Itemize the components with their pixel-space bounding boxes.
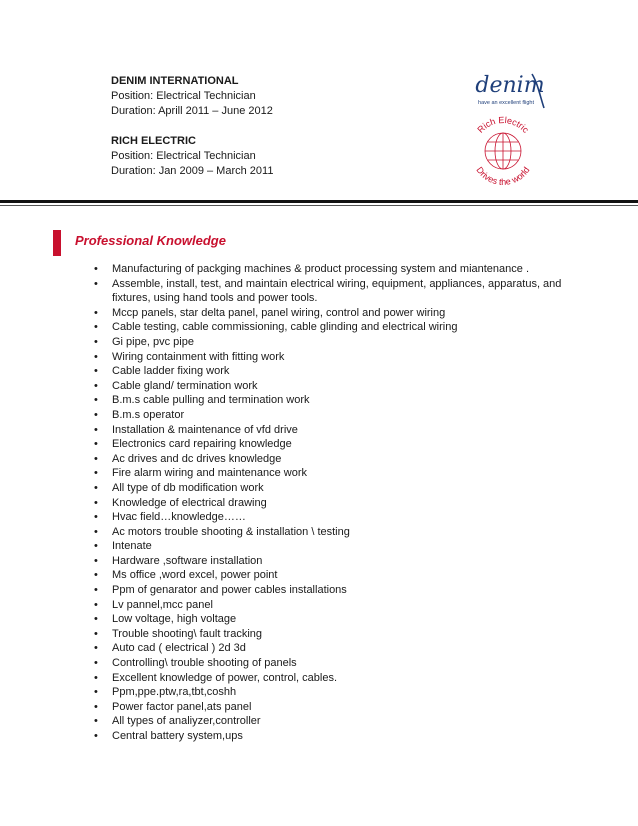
bullet-icon: • (94, 350, 98, 363)
bullet-icon: • (94, 306, 98, 319)
job-duration: Duration: Jan 2009 – March 2011 (111, 165, 274, 177)
list-item (94, 496, 574, 511)
list-item-text: Manufacturing of packging machines & product processing system and miantenance . (112, 263, 530, 275)
list-item (94, 568, 574, 583)
list-item-text: Wiring containment with fitting work (112, 350, 285, 363)
bullet-icon: • (94, 438, 98, 451)
bullet-icon: • (94, 467, 98, 480)
denim-logo-wordmark: denim (475, 73, 545, 98)
bullet-icon: • (94, 481, 98, 494)
list-item (94, 671, 574, 686)
bullet-icon: • (94, 715, 98, 728)
list-item-text: Power factor panel,ats panel (112, 700, 252, 713)
job-position: Position: Electrical Technician (111, 150, 256, 162)
list-item-text: All types of analiyzer,controller (112, 715, 261, 728)
bullet-icon: • (94, 686, 98, 699)
list-item (94, 612, 574, 627)
list-item (94, 262, 574, 277)
denim-logo (470, 68, 550, 114)
section-accent-bar (53, 230, 61, 256)
list-item-text: Knowledge of electrical drawing (112, 496, 267, 509)
bullet-icon: • (94, 408, 98, 421)
list-item-text: Excellent knowledge of power, control, cables. (112, 671, 338, 684)
job-entry-denim (111, 74, 273, 119)
list-item-text: Assemble, install, test, and maintain electrical wiring, equipment, appliances, apparatus, and fixtures, using hand tools and power tools. (112, 277, 562, 305)
list-item-text: Low voltage, high voltage (112, 613, 237, 626)
bullet-icon: • (94, 700, 98, 713)
list-item-text: Fire alarm wiring and maintenance work (112, 467, 308, 480)
bullet-icon: • (94, 554, 98, 567)
list-item (94, 277, 574, 306)
bullet-icon: • (94, 730, 98, 742)
globe-icon (485, 133, 521, 169)
bullet-icon: • (94, 671, 98, 684)
job-position: Position: Electrical Technician (111, 90, 256, 102)
list-item-text: Mccp panels, star delta panel, panel wiring, control and power wiring (112, 306, 446, 319)
list-item (94, 379, 574, 394)
list-item-text: Lv pannel,mcc panel (112, 598, 213, 611)
list-item-text: B.m.s operator (112, 408, 185, 421)
list-item-text: Ppm,ppe.ptw,ra,tbt,coshh (112, 686, 237, 699)
bullet-icon: • (94, 394, 98, 407)
list-item (94, 364, 574, 379)
bullet-icon: • (94, 657, 98, 670)
list-item-text: Installation & maintenance of vfd drive (112, 423, 298, 436)
bullet-icon: • (94, 627, 98, 640)
list-item-text: Ppm of genarator and power cables installations (112, 584, 347, 597)
bullet-icon: • (94, 613, 98, 626)
bullet-icon: • (94, 496, 98, 509)
bullet-icon: • (94, 263, 98, 275)
list-item (94, 598, 574, 613)
list-item-text: Ms office ,word excel, power point (112, 569, 278, 582)
list-item (94, 393, 574, 408)
list-item (94, 335, 574, 350)
bullet-icon: • (94, 321, 98, 334)
section-title: Professional Knowledge (75, 233, 226, 248)
list-item (94, 481, 574, 496)
list-item-text: Auto cad ( electrical ) 2d 3d (112, 642, 246, 655)
list-item (94, 350, 574, 365)
list-item (94, 583, 574, 598)
list-item-text: All type of db modification work (112, 481, 264, 494)
list-item-text: Hardware ,software installation (112, 554, 263, 567)
list-item-text: Electronics card repairing knowledge (112, 438, 292, 451)
denim-logo-tagline: have an excellent flight (478, 100, 534, 106)
bullet-icon: • (94, 598, 98, 611)
list-item (94, 627, 574, 642)
list-item (94, 700, 574, 715)
list-item-text: Ac motors trouble shooting & installation \ testing (112, 525, 350, 538)
bullet-icon: • (94, 452, 98, 465)
bullet-icon: • (94, 335, 98, 348)
list-item-text: Cable testing, cable commissioning, cable glinding and electrical wiring (112, 321, 458, 334)
rich-logo-bottom-text: Drives the world (474, 164, 532, 188)
job-company: RICH ELECTRIC (111, 135, 196, 147)
job-entry-rich-electric (111, 134, 273, 179)
list-item (94, 423, 574, 438)
list-item-text: Controlling\ trouble shooting of panels (112, 657, 297, 670)
list-item (94, 554, 574, 569)
list-item-text: Cable gland/ termination work (112, 379, 258, 392)
bullet-icon: • (94, 569, 98, 582)
list-item (94, 437, 574, 452)
list-item (94, 539, 574, 554)
list-item-text: Gi pipe, pvc pipe (112, 335, 194, 348)
bullet-icon: • (94, 540, 98, 553)
work-history (111, 74, 273, 194)
list-item (94, 525, 574, 540)
rich-logo-top-text: Rich Electric (475, 114, 531, 135)
list-item-text: B.m.s cable pulling and termination work (112, 394, 310, 407)
job-duration: Duration: Aprill 2011 – June 2012 (111, 105, 273, 117)
list-item (94, 452, 574, 467)
rich-electric-logo (466, 114, 540, 188)
bullet-icon: • (94, 423, 98, 436)
list-item (94, 729, 574, 744)
list-item (94, 408, 574, 423)
list-item (94, 641, 574, 656)
list-item-text: Trouble shooting\ fault tracking (112, 627, 263, 640)
list-item (94, 510, 574, 525)
section-divider (0, 200, 638, 203)
section-divider-thin (0, 205, 638, 206)
list-item-text: Ac drives and dc drives knowledge (112, 452, 282, 465)
list-item-text: Central battery system,ups (112, 730, 243, 742)
list-item-text: Intenate (112, 540, 152, 553)
list-item (94, 320, 574, 335)
list-item (94, 685, 574, 700)
bullet-icon: • (94, 511, 98, 524)
bullet-icon: • (94, 642, 98, 655)
bullet-icon: • (94, 365, 98, 378)
bullet-icon: • (94, 379, 98, 392)
bullet-icon: • (94, 584, 98, 597)
list-item (94, 306, 574, 321)
list-item-text: Cable ladder fixing work (112, 365, 230, 378)
list-item-text: Hvac field…knowledge…… (112, 511, 246, 524)
job-company: DENIM INTERNATIONAL (111, 75, 239, 87)
bullet-icon: • (94, 277, 98, 290)
list-item (94, 714, 574, 729)
bullet-icon: • (94, 525, 98, 538)
list-item (94, 466, 574, 481)
list-item (94, 656, 574, 671)
skills-list (94, 262, 574, 744)
